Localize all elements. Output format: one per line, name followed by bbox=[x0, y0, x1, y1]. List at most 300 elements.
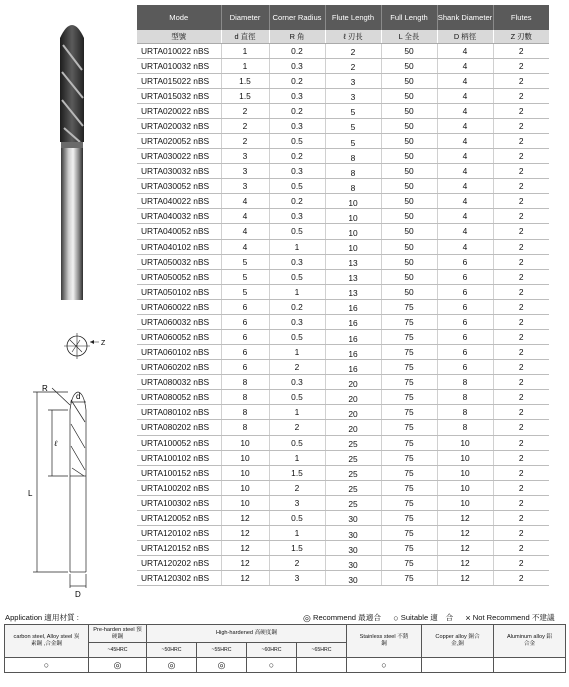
cell-shank-diameter: 12 bbox=[437, 556, 493, 571]
cell-shank-diameter: 6 bbox=[437, 345, 493, 360]
cell-full-length: 50 bbox=[381, 284, 437, 299]
cell-full-length: 75 bbox=[381, 495, 437, 510]
cell-shank-diameter: 6 bbox=[437, 269, 493, 284]
subheader-radius: R 角 bbox=[269, 30, 325, 43]
mark-aluminum bbox=[494, 658, 566, 673]
cell-flutes: 2 bbox=[493, 556, 549, 571]
flute-length-label-l: ℓ bbox=[54, 439, 58, 448]
table-row bbox=[137, 495, 549, 510]
cell-corner-radius: 0.3 bbox=[269, 314, 325, 329]
mark-60hrc: ○ bbox=[247, 658, 297, 673]
cell-flutes: 2 bbox=[493, 314, 549, 329]
cell-full-length: 75 bbox=[381, 571, 437, 586]
subheader-diameter: d 直徑 bbox=[221, 30, 269, 43]
suitable-symbol: ○ bbox=[393, 613, 399, 623]
cell-shank-diameter: 12 bbox=[437, 526, 493, 541]
table-row bbox=[137, 269, 549, 284]
cell-flute-length: 16 bbox=[325, 299, 381, 314]
cell-full-length: 75 bbox=[381, 480, 437, 495]
table-row bbox=[137, 450, 549, 465]
cell-model: URTA120052 nBS bbox=[137, 510, 221, 525]
app-sub-50hrc: ~50HRC bbox=[147, 643, 197, 658]
cell-diameter: 6 bbox=[221, 314, 269, 329]
cell-full-length: 75 bbox=[381, 329, 437, 344]
cell-model: URTA040022 nBS bbox=[137, 194, 221, 209]
cell-flutes: 2 bbox=[493, 149, 549, 164]
cell-flute-length: 20 bbox=[325, 405, 381, 420]
table-row bbox=[137, 239, 549, 254]
cell-model: URTA100302 nBS bbox=[137, 495, 221, 510]
cell-flute-length: 13 bbox=[325, 269, 381, 284]
cell-shank-diameter: 8 bbox=[437, 405, 493, 420]
cell-model: URTA020052 nBS bbox=[137, 133, 221, 148]
cell-full-length: 50 bbox=[381, 209, 437, 224]
cell-diameter: 1 bbox=[221, 43, 269, 58]
table-row bbox=[137, 73, 549, 88]
cell-diameter: 5 bbox=[221, 254, 269, 269]
header-full-length: Full Length bbox=[381, 5, 437, 30]
cell-flutes: 2 bbox=[493, 420, 549, 435]
table-row bbox=[137, 375, 549, 390]
cell-model: URTA030022 nBS bbox=[137, 149, 221, 164]
cell-diameter: 2 bbox=[221, 133, 269, 148]
cell-flutes: 2 bbox=[493, 209, 549, 224]
cell-diameter: 5 bbox=[221, 269, 269, 284]
cell-diameter: 2 bbox=[221, 118, 269, 133]
cell-full-length: 50 bbox=[381, 103, 437, 118]
cell-flute-length: 8 bbox=[325, 164, 381, 179]
spec-subheader-row bbox=[137, 30, 549, 43]
cell-flute-length: 5 bbox=[325, 103, 381, 118]
application-table-container bbox=[4, 624, 565, 673]
application-table bbox=[4, 624, 566, 673]
cell-diameter: 4 bbox=[221, 239, 269, 254]
cell-flute-length: 16 bbox=[325, 329, 381, 344]
cell-diameter: 8 bbox=[221, 375, 269, 390]
cell-full-length: 50 bbox=[381, 43, 437, 58]
cell-diameter: 1 bbox=[221, 58, 269, 73]
cell-shank-diameter: 6 bbox=[437, 254, 493, 269]
application-marks-row bbox=[5, 658, 566, 673]
cell-flute-length: 25 bbox=[325, 450, 381, 465]
cell-full-length: 50 bbox=[381, 118, 437, 133]
subheader-flutes: Z 刃數 bbox=[493, 30, 549, 43]
cell-flute-length: 20 bbox=[325, 390, 381, 405]
cell-flute-length: 30 bbox=[325, 541, 381, 556]
shank-diameter-label-d: D bbox=[75, 590, 81, 599]
cell-corner-radius: 0.5 bbox=[269, 390, 325, 405]
mark-45hrc: ◎ bbox=[89, 658, 147, 673]
table-row bbox=[137, 209, 549, 224]
cell-full-length: 75 bbox=[381, 375, 437, 390]
mark-50hrc: ◎ bbox=[147, 658, 197, 673]
cell-model: URTA080102 nBS bbox=[137, 405, 221, 420]
cell-model: URTA040032 nBS bbox=[137, 209, 221, 224]
cell-model: URTA120202 nBS bbox=[137, 556, 221, 571]
cell-corner-radius: 0.2 bbox=[269, 43, 325, 58]
cell-diameter: 1.5 bbox=[221, 73, 269, 88]
table-row bbox=[137, 314, 549, 329]
cell-diameter: 6 bbox=[221, 360, 269, 375]
cell-diameter: 5 bbox=[221, 284, 269, 299]
cell-diameter: 8 bbox=[221, 390, 269, 405]
cell-full-length: 75 bbox=[381, 541, 437, 556]
cell-corner-radius: 2 bbox=[269, 360, 325, 375]
diameter-label-d: d bbox=[76, 392, 81, 401]
cell-flute-length: 3 bbox=[325, 88, 381, 103]
table-row bbox=[137, 541, 549, 556]
cell-flute-length: 10 bbox=[325, 194, 381, 209]
cell-full-length: 50 bbox=[381, 58, 437, 73]
header-shank-diameter: Shank Diameter bbox=[437, 5, 493, 30]
app-header-carbon: carbon steel, Alloy steel 炭素鋼 ,合金鋼 bbox=[5, 625, 89, 658]
table-row bbox=[137, 194, 549, 209]
cell-shank-diameter: 4 bbox=[437, 239, 493, 254]
cell-model: URTA060022 nBS bbox=[137, 299, 221, 314]
cell-corner-radius: 0.3 bbox=[269, 58, 325, 73]
table-row bbox=[137, 149, 549, 164]
cell-shank-diameter: 4 bbox=[437, 209, 493, 224]
cell-model: URTA100152 nBS bbox=[137, 465, 221, 480]
cell-full-length: 75 bbox=[381, 435, 437, 450]
cell-flute-length: 30 bbox=[325, 556, 381, 571]
cell-corner-radius: 2 bbox=[269, 480, 325, 495]
cell-shank-diameter: 10 bbox=[437, 495, 493, 510]
cell-full-length: 75 bbox=[381, 465, 437, 480]
cell-corner-radius: 0.3 bbox=[269, 164, 325, 179]
flutes-label-z: Z bbox=[101, 340, 106, 347]
cell-model: URTA020032 nBS bbox=[137, 118, 221, 133]
subheader-shank: D 柄徑 bbox=[437, 30, 493, 43]
cell-model: URTA120102 nBS bbox=[137, 526, 221, 541]
cell-flute-length: 13 bbox=[325, 284, 381, 299]
cell-model: URTA060032 nBS bbox=[137, 314, 221, 329]
cell-corner-radius: 1 bbox=[269, 239, 325, 254]
cell-model: URTA040052 nBS bbox=[137, 224, 221, 239]
cell-diameter: 12 bbox=[221, 571, 269, 586]
mark-copper bbox=[422, 658, 494, 673]
cell-shank-diameter: 4 bbox=[437, 194, 493, 209]
suitable-label: Suitable 適 合 bbox=[400, 613, 454, 622]
cell-model: URTA050052 nBS bbox=[137, 269, 221, 284]
cell-corner-radius: 1 bbox=[269, 345, 325, 360]
cell-flute-length: 25 bbox=[325, 465, 381, 480]
cell-flutes: 2 bbox=[493, 254, 549, 269]
cell-flutes: 2 bbox=[493, 73, 549, 88]
table-row bbox=[137, 133, 549, 148]
cell-corner-radius: 1 bbox=[269, 526, 325, 541]
cell-shank-diameter: 8 bbox=[437, 390, 493, 405]
cell-corner-radius: 0.5 bbox=[269, 329, 325, 344]
cell-full-length: 75 bbox=[381, 450, 437, 465]
cell-flutes: 2 bbox=[493, 345, 549, 360]
table-row bbox=[137, 345, 549, 360]
cell-flutes: 2 bbox=[493, 375, 549, 390]
cell-model: URTA100102 nBS bbox=[137, 450, 221, 465]
cell-flutes: 2 bbox=[493, 329, 549, 344]
cell-model: URTA015022 nBS bbox=[137, 73, 221, 88]
cell-flute-length: 8 bbox=[325, 179, 381, 194]
table-row bbox=[137, 58, 549, 73]
not-recommend-label: Not Recommend 不建議 bbox=[472, 613, 555, 622]
table-row bbox=[137, 556, 549, 571]
cell-flutes: 2 bbox=[493, 571, 549, 586]
cell-diameter: 3 bbox=[221, 179, 269, 194]
mark-65hrc bbox=[297, 658, 347, 673]
cell-model: URTA010032 nBS bbox=[137, 58, 221, 73]
cell-full-length: 75 bbox=[381, 360, 437, 375]
cell-flutes: 2 bbox=[493, 405, 549, 420]
cell-corner-radius: 0.5 bbox=[269, 179, 325, 194]
cell-model: URTA030032 nBS bbox=[137, 164, 221, 179]
cell-shank-diameter: 12 bbox=[437, 510, 493, 525]
cell-corner-radius: 1.5 bbox=[269, 465, 325, 480]
cell-full-length: 50 bbox=[381, 254, 437, 269]
cell-corner-radius: 0.5 bbox=[269, 224, 325, 239]
cell-shank-diameter: 8 bbox=[437, 420, 493, 435]
cell-full-length: 50 bbox=[381, 133, 437, 148]
cell-shank-diameter: 6 bbox=[437, 284, 493, 299]
cell-model: URTA020022 nBS bbox=[137, 103, 221, 118]
application-title: Application 適用材質 : bbox=[5, 613, 79, 622]
cell-full-length: 50 bbox=[381, 224, 437, 239]
cell-model: URTA120152 nBS bbox=[137, 541, 221, 556]
header-mode: Mode bbox=[137, 5, 221, 30]
cell-corner-radius: 0.3 bbox=[269, 254, 325, 269]
cell-diameter: 12 bbox=[221, 510, 269, 525]
cell-shank-diameter: 10 bbox=[437, 450, 493, 465]
not-recommend-symbol: × bbox=[465, 613, 471, 623]
cell-flute-length: 8 bbox=[325, 149, 381, 164]
header-flute-length: Flute Length bbox=[325, 5, 381, 30]
cell-corner-radius: 2 bbox=[269, 420, 325, 435]
cell-full-length: 50 bbox=[381, 194, 437, 209]
end-mill-illustrations bbox=[0, 0, 134, 600]
cell-flutes: 2 bbox=[493, 360, 549, 375]
spec-header-row bbox=[137, 5, 549, 30]
cell-flutes: 2 bbox=[493, 541, 549, 556]
cell-flutes: 2 bbox=[493, 164, 549, 179]
cell-full-length: 75 bbox=[381, 556, 437, 571]
application-legend bbox=[303, 612, 555, 624]
cell-diameter: 6 bbox=[221, 345, 269, 360]
cell-shank-diameter: 4 bbox=[437, 103, 493, 118]
cell-shank-diameter: 12 bbox=[437, 541, 493, 556]
cell-flute-length: 16 bbox=[325, 345, 381, 360]
table-row bbox=[137, 88, 549, 103]
table-row bbox=[137, 329, 549, 344]
cell-flutes: 2 bbox=[493, 526, 549, 541]
cell-flute-length: 2 bbox=[325, 43, 381, 58]
cell-flute-length: 20 bbox=[325, 375, 381, 390]
cell-flutes: 2 bbox=[493, 194, 549, 209]
cell-flutes: 2 bbox=[493, 284, 549, 299]
cell-flutes: 2 bbox=[493, 510, 549, 525]
cell-flutes: 2 bbox=[493, 118, 549, 133]
cell-corner-radius: 0.5 bbox=[269, 133, 325, 148]
mark-carbon: ○ bbox=[5, 658, 89, 673]
table-row bbox=[137, 435, 549, 450]
cell-diameter: 8 bbox=[221, 405, 269, 420]
app-header-prehardened: Pre-harden steel 預硬鋼 bbox=[89, 625, 147, 643]
cell-corner-radius: 0.2 bbox=[269, 73, 325, 88]
subheader-flute-length: ℓ 刃長 bbox=[325, 30, 381, 43]
cell-diameter: 8 bbox=[221, 420, 269, 435]
cell-corner-radius: 1 bbox=[269, 405, 325, 420]
cell-full-length: 75 bbox=[381, 510, 437, 525]
cell-flute-length: 10 bbox=[325, 209, 381, 224]
cell-full-length: 50 bbox=[381, 239, 437, 254]
cell-flutes: 2 bbox=[493, 495, 549, 510]
spec-table bbox=[137, 5, 549, 586]
cell-shank-diameter: 6 bbox=[437, 360, 493, 375]
cell-diameter: 3 bbox=[221, 149, 269, 164]
app-sub-65hrc: ~65HRC bbox=[297, 643, 347, 658]
cell-full-length: 50 bbox=[381, 179, 437, 194]
cell-diameter: 10 bbox=[221, 480, 269, 495]
cell-flutes: 2 bbox=[493, 179, 549, 194]
recommend-label: Recommend 最適合 bbox=[312, 613, 381, 622]
cell-model: URTA060102 nBS bbox=[137, 345, 221, 360]
table-row bbox=[137, 103, 549, 118]
table-row bbox=[137, 465, 549, 480]
cell-model: URTA100202 nBS bbox=[137, 480, 221, 495]
cell-model: URTA080202 nBS bbox=[137, 420, 221, 435]
cell-full-length: 75 bbox=[381, 390, 437, 405]
cell-full-length: 50 bbox=[381, 269, 437, 284]
cell-flute-length: 5 bbox=[325, 118, 381, 133]
table-row bbox=[137, 420, 549, 435]
cell-flute-length: 25 bbox=[325, 495, 381, 510]
cell-model: URTA060202 nBS bbox=[137, 360, 221, 375]
cell-corner-radius: 0.5 bbox=[269, 269, 325, 284]
mark-55hrc: ◎ bbox=[197, 658, 247, 673]
cell-corner-radius: 0.3 bbox=[269, 118, 325, 133]
cell-flutes: 2 bbox=[493, 239, 549, 254]
cell-flutes: 2 bbox=[493, 465, 549, 480]
cell-shank-diameter: 6 bbox=[437, 299, 493, 314]
cell-diameter: 10 bbox=[221, 495, 269, 510]
cell-diameter: 10 bbox=[221, 465, 269, 480]
cell-diameter: 10 bbox=[221, 435, 269, 450]
cell-diameter: 12 bbox=[221, 526, 269, 541]
end-mill-photo bbox=[60, 25, 84, 300]
table-row bbox=[137, 526, 549, 541]
cell-full-length: 50 bbox=[381, 164, 437, 179]
app-header-aluminum: Aluminum alloy 鋁合金 bbox=[494, 625, 566, 658]
cell-shank-diameter: 6 bbox=[437, 329, 493, 344]
cell-full-length: 75 bbox=[381, 299, 437, 314]
cell-full-length: 75 bbox=[381, 345, 437, 360]
cell-flutes: 2 bbox=[493, 435, 549, 450]
cell-flutes: 2 bbox=[493, 269, 549, 284]
cell-shank-diameter: 4 bbox=[437, 224, 493, 239]
cell-model: URTA050102 nBS bbox=[137, 284, 221, 299]
cell-flute-length: 20 bbox=[325, 420, 381, 435]
table-row bbox=[137, 284, 549, 299]
cell-shank-diameter: 4 bbox=[437, 149, 493, 164]
cell-full-length: 50 bbox=[381, 149, 437, 164]
cell-shank-diameter: 8 bbox=[437, 375, 493, 390]
cell-shank-diameter: 10 bbox=[437, 435, 493, 450]
app-header-high-hardened: High-hardened 高硬度鋼 bbox=[147, 625, 347, 643]
side-view-drawing bbox=[33, 388, 86, 588]
table-row bbox=[137, 480, 549, 495]
cell-model: URTA080052 nBS bbox=[137, 390, 221, 405]
cell-flutes: 2 bbox=[493, 103, 549, 118]
cell-corner-radius: 3 bbox=[269, 571, 325, 586]
cell-flutes: 2 bbox=[493, 450, 549, 465]
cell-corner-radius: 0.2 bbox=[269, 299, 325, 314]
cell-flute-length: 30 bbox=[325, 571, 381, 586]
cell-shank-diameter: 4 bbox=[437, 58, 493, 73]
cell-model: URTA050032 nBS bbox=[137, 254, 221, 269]
subheader-full-length: L 全長 bbox=[381, 30, 437, 43]
cell-flute-length: 30 bbox=[325, 510, 381, 525]
table-row bbox=[137, 510, 549, 525]
cell-flutes: 2 bbox=[493, 88, 549, 103]
cell-corner-radius: 2 bbox=[269, 556, 325, 571]
header-corner-radius: Corner Radius bbox=[269, 5, 325, 30]
cell-diameter: 4 bbox=[221, 224, 269, 239]
cell-full-length: 75 bbox=[381, 314, 437, 329]
cell-shank-diameter: 12 bbox=[437, 571, 493, 586]
app-sub-45hrc: ~45HRC bbox=[89, 643, 147, 658]
cell-corner-radius: 0.2 bbox=[269, 194, 325, 209]
cell-corner-radius: 0.5 bbox=[269, 510, 325, 525]
app-sub-55hrc: ~55HRC bbox=[197, 643, 247, 658]
cell-flute-length: 13 bbox=[325, 254, 381, 269]
cell-model: URTA030052 nBS bbox=[137, 179, 221, 194]
cell-corner-radius: 0.2 bbox=[269, 149, 325, 164]
cell-model: URTA015032 nBS bbox=[137, 88, 221, 103]
cell-flutes: 2 bbox=[493, 299, 549, 314]
table-row bbox=[137, 118, 549, 133]
table-row bbox=[137, 299, 549, 314]
cell-shank-diameter: 4 bbox=[437, 88, 493, 103]
cell-model: URTA120302 nBS bbox=[137, 571, 221, 586]
cell-shank-diameter: 10 bbox=[437, 480, 493, 495]
cell-diameter: 6 bbox=[221, 329, 269, 344]
cell-flutes: 2 bbox=[493, 43, 549, 58]
cell-model: URTA010022 nBS bbox=[137, 43, 221, 58]
spec-table-container bbox=[137, 5, 549, 586]
cell-corner-radius: 0.3 bbox=[269, 375, 325, 390]
subheader-model: 型號 bbox=[137, 30, 221, 43]
end-view-drawing bbox=[64, 333, 106, 359]
full-length-label-l: L bbox=[28, 489, 33, 498]
table-row bbox=[137, 571, 549, 586]
table-row bbox=[137, 179, 549, 194]
cell-flute-length: 16 bbox=[325, 360, 381, 375]
cell-flute-length: 16 bbox=[325, 314, 381, 329]
cell-full-length: 75 bbox=[381, 420, 437, 435]
mark-stainless: ○ bbox=[347, 658, 422, 673]
cell-flutes: 2 bbox=[493, 390, 549, 405]
cell-shank-diameter: 4 bbox=[437, 179, 493, 194]
cell-diameter: 12 bbox=[221, 556, 269, 571]
application-header-row bbox=[5, 625, 566, 643]
cell-shank-diameter: 4 bbox=[437, 73, 493, 88]
cell-flute-length: 2 bbox=[325, 58, 381, 73]
cell-diameter: 4 bbox=[221, 194, 269, 209]
cell-flute-length: 25 bbox=[325, 480, 381, 495]
cell-shank-diameter: 4 bbox=[437, 164, 493, 179]
cell-shank-diameter: 10 bbox=[437, 465, 493, 480]
table-row bbox=[137, 254, 549, 269]
cell-corner-radius: 1.5 bbox=[269, 541, 325, 556]
cell-corner-radius: 3 bbox=[269, 495, 325, 510]
